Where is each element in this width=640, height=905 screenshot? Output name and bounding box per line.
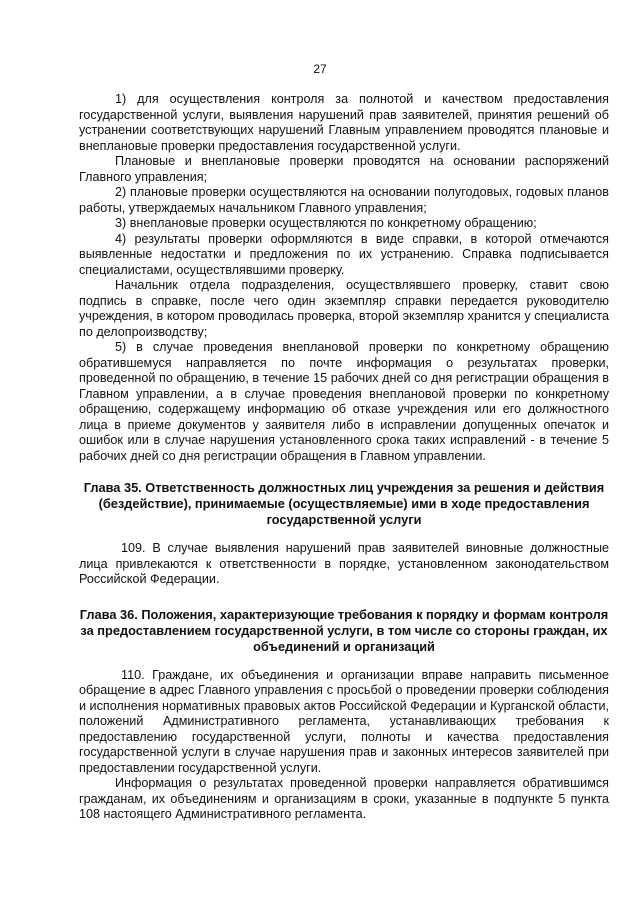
paragraph-inspection-results: Информация о результатах проведенной проверки направляется обратившимся гражданам, их объединениям и организациям в сроки, указанные в подпункте 5 пункта 108 настоящего Административного регламента.	[79, 776, 609, 821]
paragraph-109: 109. В случае выявления нарушений прав заявителей виновные должностные лица привлекаются к ответственности в порядке, установленном законодательством Российской Федерации.	[79, 541, 609, 586]
paragraph-item-1: 1) для осуществления контроля за полнотой и качеством предоставления государственной услуги, выявления нарушений прав заявителей, принятия решений об устранении соответствующих нарушений Главным управлением проводятся плановые и внеплановые проверки предоставления государственной услуги.	[79, 92, 609, 153]
page-body	[79, 92, 609, 823]
paragraph-department-head: Начальник отдела подразделения, осуществлявшего проверку, ставит свою подпись в справке, после чего один экземпляр справки передается руководителю учреждения, в котором проводилась проверка, второй экземпляр хранится у специалиста по делопроизводству;	[79, 278, 609, 339]
paragraph-item-5: 5) в случае проведения внеплановой проверки по конкретному обращению обратившемуся направляется по почте информация о результатах проверки, проведенной по обращению, в течение 15 рабочих дней со дня регистрации обращения в Главном управлении, а в случае проведения внеплановой проверки по конкретному обращению, содержащему информацию об отказе учреждения или его должностного лица в приеме документов у заявителя либо в исправлении допущенных опечаток и ошибок или в случае нарушения установленного срока таких исправлений - в течение 5 рабочих дней со дня регистрации обращения в Главном управлении.	[79, 340, 609, 463]
chapter-36-heading: Глава 36. Положения, характеризующие требования к порядку и формам контроля за предоставлением государственной услуги, в том числе со стороны граждан, их объединений и организаций	[79, 606, 609, 654]
paragraph-inspections-basis: Плановые и внеплановые проверки проводятся на основании распоряжений Главного управления;	[79, 154, 609, 184]
paragraph-item-3: 3) внеплановые проверки осуществляются по конкретному обращению;	[115, 216, 537, 230]
paragraph-item-4: 4) результаты проверки оформляются в виде справки, в которой отмечаются выявленные недостатки и предложения по их устранению. Справка подписывается специалистами, осуществлявшими проверку.	[79, 231, 609, 277]
paragraph-110: 110. Граждане, их объединения и организации вправе направить письменное обращение в адрес Главного управления с просьбой о проведении проверки соблюдения и исполнения нормативных правовых актов Российской Федерации и Курганской области, положений Административного регламента, устанавливающих требования к предоставлению государственной услуги, полноты и качества предоставления государственной услуги в случае нарушения прав и законных интересов заявителей при предоставлении государственной услуги.	[79, 667, 609, 775]
page-number: 27	[313, 62, 327, 76]
chapter-35-heading: Глава 35. Ответственность должностных лиц учреждения за решения и действия (бездействие), принимаемые (осуществляемые) ими в ходе предоставления государственной услуги	[83, 480, 605, 527]
paragraph-item-2: 2) плановые проверки осуществляются на основании полугодовых, годовых планов работы, утверждаемых начальником Главного управления;	[79, 185, 609, 215]
